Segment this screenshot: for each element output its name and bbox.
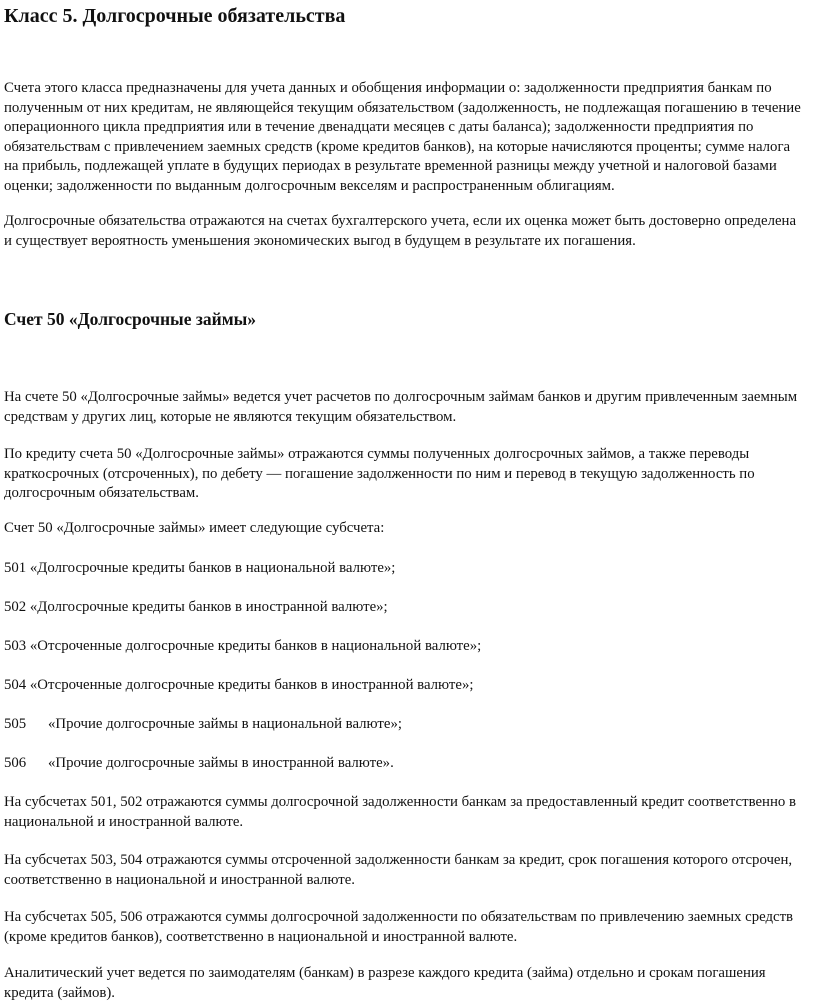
subaccount-name: «Долгосрочные кредиты банков в иностранной валюте»; xyxy=(29,599,388,615)
subaccount-note: На субсчетах 501, 502 отражаются суммы долгосрочной задолженности банкам за предоставленный кредит соответственно в национальной и иностранной валюте. xyxy=(4,794,796,830)
subaccount-name: «Прочие долгосрочные займы в национальной валюте»; xyxy=(48,716,402,732)
subaccounts-intro: Счет 50 «Долгосрочные займы» имеет следующие субсчета: xyxy=(4,520,385,536)
subaccount-code: 501 xyxy=(4,560,27,576)
intro-paragraph: Счета этого класса предназначены для учета данных и обобщения информации о: задолженности предприятия банкам по полученным от них кредитам, не являющейся текущим обязательством (задолженность, не подлежащая погашению в течение операционного цикла предприятия или в течение двенадцати месяцев с даты баланса); задолженности предприятия по обязательствам с привлечением заемных средств (кроме кредитов банков), на которые начисляются проценты; сумме налога на прибыль, подлежащей уплате в будущих периодах в результате временной разницы между учетной и налоговой базами оценки; задолженности по выданным долгосрочным векселям и распространенным облигациям. xyxy=(4,80,801,194)
subaccount-name: «Долгосрочные кредиты банков в национальной валюте»; xyxy=(29,560,396,576)
subaccount-item xyxy=(4,559,395,579)
subaccount-code: 504 xyxy=(4,677,27,693)
account-title: Счет 50 «Долгосрочные займы» xyxy=(4,309,257,329)
subaccount-name: «Прочие долгосрочные займы в иностранной валюте». xyxy=(48,755,394,771)
account-paragraph-1: На счете 50 «Долгосрочные займы» ведется учет расчетов по долгосрочным займам банков и другим привлеченным заемным средствам у других лиц, которые не являются текущим обязательством. xyxy=(4,389,798,425)
subaccount-code: 502 xyxy=(4,599,27,615)
class-title: Класс 5. Долгосрочные обязательства xyxy=(4,5,346,27)
account-paragraph-2: По кредиту счета 50 «Долгосрочные займы» отражаются суммы полученных долгосрочных займов, а также переводы краткосрочных (отсроченных), по дебету — погашение задолженности по ним и перевод в текущую задолженность по долгосрочным обязательствам. xyxy=(4,446,755,501)
subaccount-note: На субсчетах 505, 506 отражаются суммы долгосрочной задолженности по обязательствам по привлечению заемных средств (кроме кредитов банков), соответственно в национальной и иностранной валюте. xyxy=(4,909,794,945)
subaccount-item xyxy=(4,637,481,657)
subaccount-code: 503 xyxy=(4,638,27,654)
subaccount-item xyxy=(4,598,388,618)
subaccount-name: «Отсроченные долгосрочные кредиты банков в иностранной валюте»; xyxy=(29,677,474,693)
subaccount-name: «Отсроченные долгосрочные кредиты банков в национальной валюте»; xyxy=(29,638,482,654)
subaccount-code: 506 xyxy=(4,755,27,771)
subaccount-item xyxy=(4,754,394,774)
recognition-paragraph: Долгосрочные обязательства отражаются на счетах бухгалтерского учета, если их оценка может быть достоверно определена и существует вероятность уменьшения экономических выгод в будущем в результате их погашения. xyxy=(4,213,797,249)
subaccount-item xyxy=(4,715,402,735)
analytic-accounting-note: Аналитический учет ведется по заимодателям (банкам) в разрезе каждого кредита (займа) отдельно и срокам погашения кредита (займов). xyxy=(4,965,766,1001)
subaccount-note: На субсчетах 503, 504 отражаются суммы отсроченной задолженности банкам за кредит, срок погашения которого отсрочен, соответственно в национальной и иностранной валюте. xyxy=(4,852,793,888)
subaccount-item xyxy=(4,676,473,696)
subaccount-code: 505 xyxy=(4,716,27,732)
